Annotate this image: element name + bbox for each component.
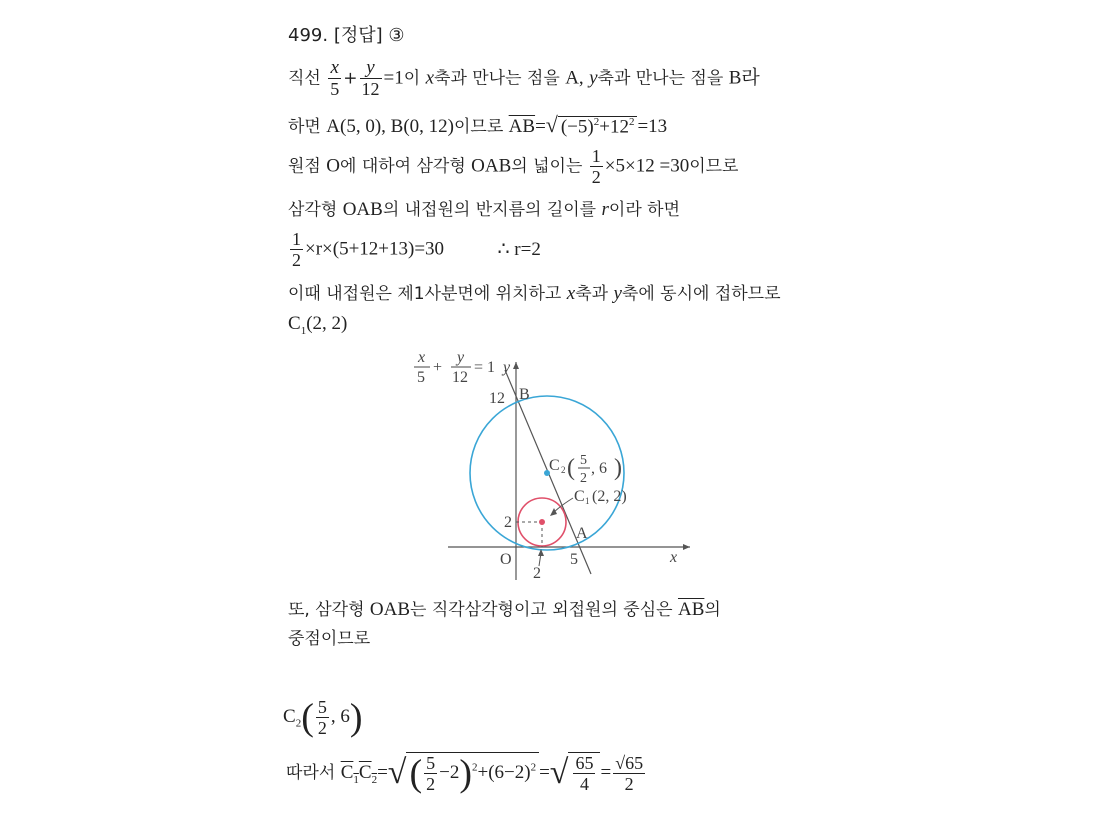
svg-text:, 6: , 6 (591, 460, 607, 477)
answer-tag: [정답] (333, 25, 383, 46)
line-1: 직선 $\frac{x}{5}$ + $\frac{y}{12}$ =1이 x축과 만나는 점을 A, y축과 만나는 점을 B라 (288, 57, 760, 99)
line-8: 또, 삼각형 OAB는 직각삼각형이고 외접원의 중심은 $\overline{AB}$의 (288, 599, 721, 620)
line-5: $\frac{1}{2}$ ×r×(5+12+13)=30 ∴ r=2 (292, 229, 541, 270)
tick-5: 5 (570, 551, 578, 568)
svg-text:12: 12 (452, 369, 468, 386)
label-x: x (670, 549, 678, 566)
fraction-y-12: $\frac{y}{12}$ (361, 57, 380, 99)
tick-2-x: 2 (533, 565, 541, 582)
line-3: 원점 O에 대하여 삼각형 OAB의 넓이는 $\frac{1}{2}$ ×5×12 =30이므로 (288, 146, 739, 187)
label-A: A (576, 525, 588, 542)
line-4: 삼각형 OAB의 내접원의 반지름의 길이를 r이라 하면 (288, 199, 680, 220)
line-10: $C_2$( $\frac{5}{2}$ , 6) (283, 696, 363, 739)
y-axis-arrow (513, 362, 519, 369)
line-7: $C_1(2$, 2) (288, 313, 348, 337)
svg-text:(: ( (567, 455, 575, 481)
label-O: O (500, 551, 512, 568)
svg-text:y: y (457, 349, 465, 366)
center-c1 (539, 519, 545, 525)
svg-text:= 1: = 1 (474, 359, 496, 376)
label-c2: C (549, 457, 560, 474)
tick-12: 12 (489, 390, 505, 407)
circle-graph (405, 343, 705, 583)
label-c1: C (574, 488, 585, 505)
line-6: 이때 내접원은 제1사분면에 위치하고 x축과 y축에 동시에 접하므로 (288, 283, 781, 304)
svg-text:): ) (614, 455, 622, 481)
svg-text:5: 5 (417, 369, 425, 386)
fraction-x-5: $\frac{x}{5}$ (330, 57, 340, 99)
line-2: 하면 A(5, 0), B(0, 12)이므로 $\overline{AB}=√$ $(-5)^2+12^2 =13$ (288, 112, 668, 137)
fraction-half-2: $\frac{1}{2}$ (292, 229, 301, 270)
svg-text:+: + (433, 359, 443, 376)
svg-text:(2, 2): (2, 2) (592, 488, 627, 505)
answer-header (288, 27, 405, 45)
label-y: y (503, 359, 511, 376)
svg-text:1: 1 (585, 496, 590, 506)
segment-ab: $\overline{AB}$ (508, 116, 536, 137)
problem-number: 499. (288, 25, 329, 46)
line-11: 따라서 $C_1C_2=√$( $\frac{5}{2}$ $-2)^2+(6-2)^2$ =√ $\frac{65}{4}$ = $\frac{√65}{2}$ (286, 752, 644, 795)
segment-c1c2: $C_1C_2$ (340, 762, 378, 786)
line-9: 중점이므로 (288, 629, 371, 649)
answer-choice: ③ (388, 25, 405, 46)
svg-text:5: 5 (580, 453, 587, 468)
svg-text:2: 2 (561, 465, 566, 475)
svg-text:2: 2 (580, 471, 587, 486)
fraction-half: $\frac{1}{2}$ (591, 146, 601, 187)
label-B: B (519, 386, 530, 403)
graph-line-equation (414, 349, 495, 386)
svg-text:x: x (418, 349, 426, 366)
x-axis-arrow (683, 544, 690, 550)
tick-2-y: 2 (504, 514, 512, 531)
